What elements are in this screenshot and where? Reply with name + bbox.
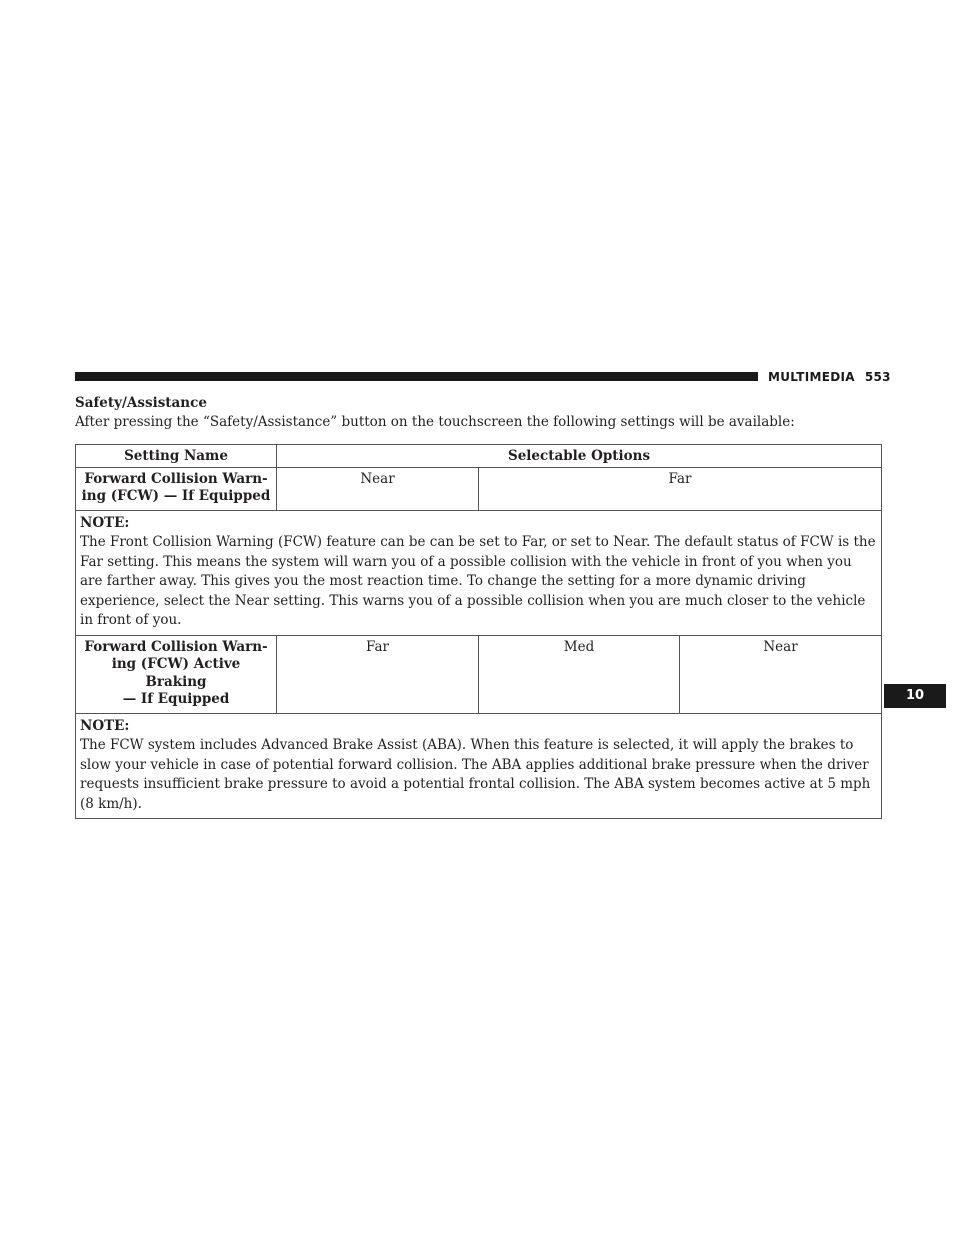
- note-cell-fcw: [76, 510, 882, 635]
- note-label: NOTE:: [80, 514, 130, 531]
- header-section: MULTIMEDIA: [768, 370, 855, 384]
- running-header: [768, 368, 891, 386]
- section-title: Safety/Assistance: [75, 395, 207, 411]
- option-near: Near: [277, 467, 479, 510]
- note-row: [76, 713, 882, 819]
- option-far: Far: [479, 467, 882, 510]
- note-text: The FCW system includes Advanced Brake Assist (ABA). When this feature is selected, it will apply the brakes to slow your vehicle in case of potential forward collision. The ABA applies additional brake pressure when the driver requests insufficient brake pressure to avoid a potential frontal collision. The ABA system becomes active at 5 mph (8 km/h).: [80, 737, 871, 812]
- page-number: 553: [864, 370, 891, 384]
- note-label: NOTE:: [80, 717, 130, 734]
- note-row: [76, 510, 882, 635]
- setting-name-fcw-active-braking: Forward Collision Warn- ing (FCW) Active Braking — If Equipped: [76, 635, 277, 713]
- option-med: Med: [479, 635, 680, 713]
- intro-paragraph: After pressing the “Safety/Assistance” button on the touchscreen the following settings will be available:: [75, 414, 795, 430]
- option-far: Far: [277, 635, 479, 713]
- note-cell-aba: [76, 713, 882, 819]
- header-rule: [75, 372, 758, 381]
- chapter-tab: 10: [884, 684, 946, 708]
- option-near: Near: [680, 635, 882, 713]
- column-header-selectable-options: Selectable Options: [277, 445, 882, 468]
- settings-table: [75, 444, 882, 819]
- setting-name-fcw: Forward Collision Warn- ing (FCW) — If Equipped: [76, 467, 277, 510]
- column-header-setting-name: Setting Name: [76, 445, 277, 468]
- note-text: The Front Collision Warning (FCW) feature can be can be set to Far, or set to Near. The default status of FCW is the Far setting. This means the system will warn you of a possible collision with the vehicle in front of you when you are farther away. This gives you the most reaction time. To change the setting for a more dynamic driving experience, select the Near setting. This warns you of a possible collision when you are much closer to the vehicle in front of you.: [80, 534, 876, 628]
- table-header-row: [76, 445, 882, 468]
- table-row: [76, 635, 882, 713]
- table-row: [76, 467, 882, 510]
